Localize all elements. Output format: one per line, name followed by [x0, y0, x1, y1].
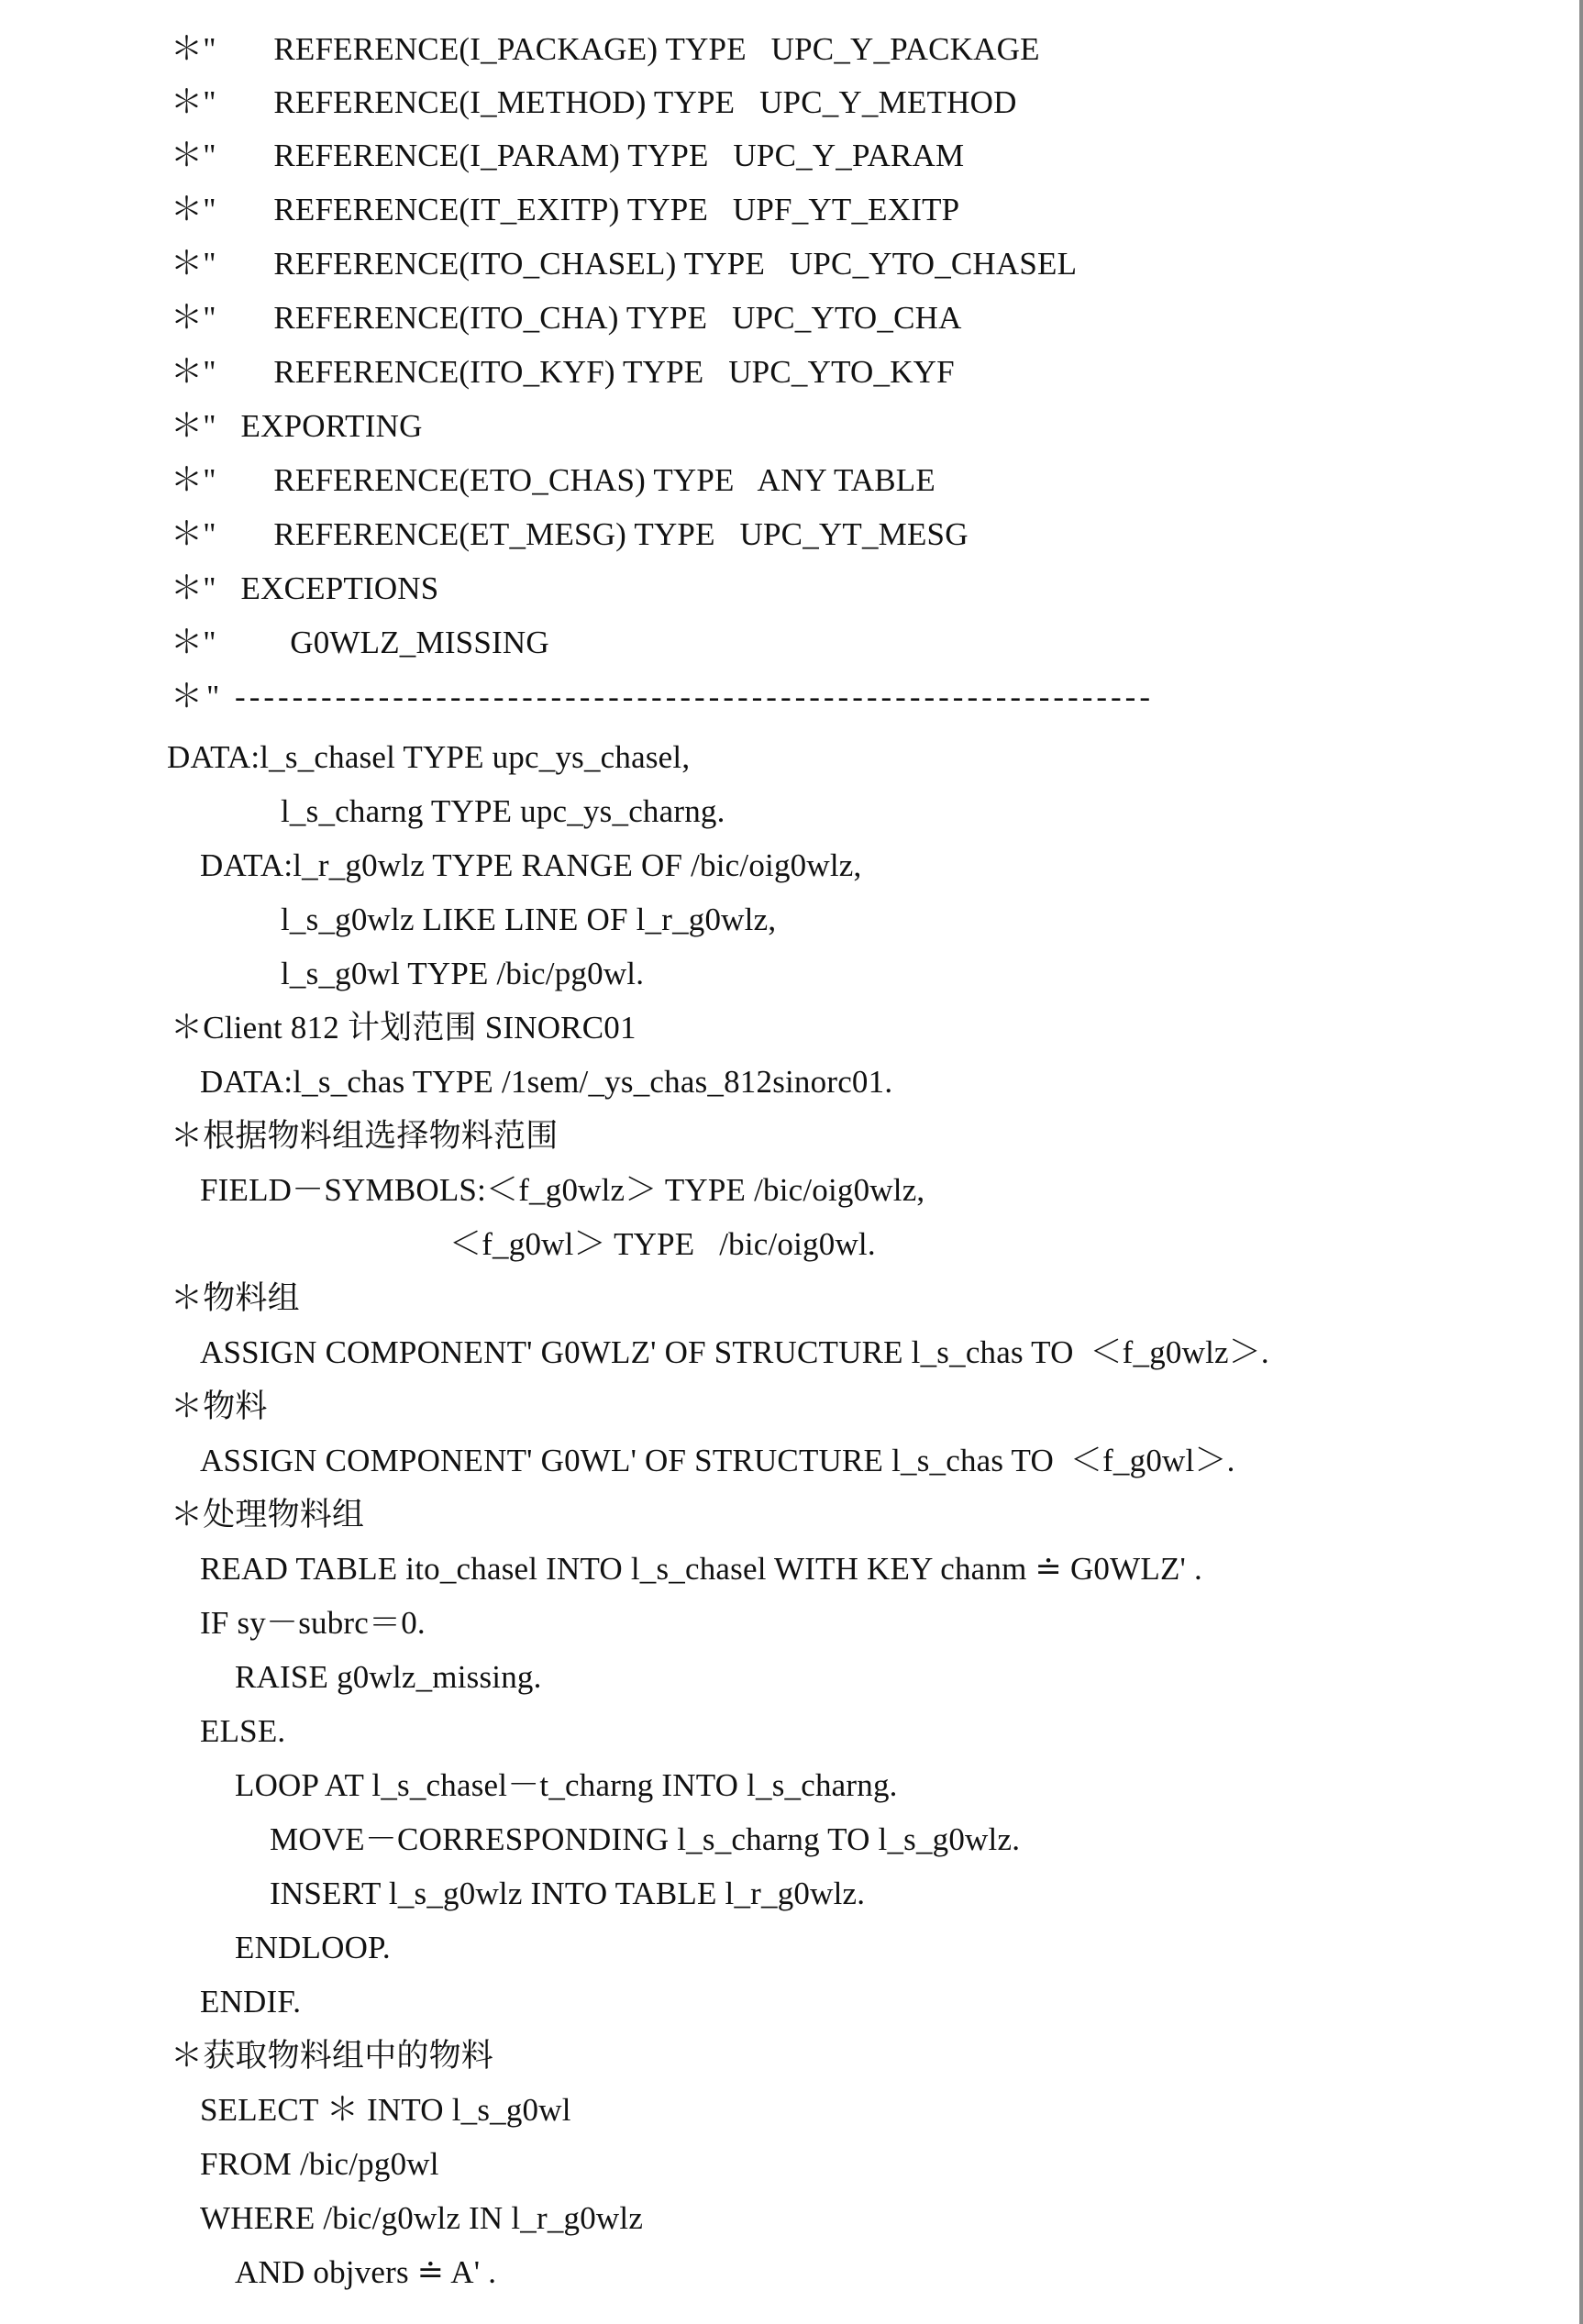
- code-line: ＊" REFERENCE(ITO_KYF) TYPE UPC_YTO_KYF: [171, 354, 955, 390]
- code-line: ＊" REFERENCE(I_METHOD) TYPE UPC_Y_METHOD: [171, 84, 1017, 120]
- code-line: ＊根据物料组选择物料范围: [171, 1118, 559, 1154]
- code-line: SELECT ＊ INTO l_s_g0wl: [200, 2092, 571, 2128]
- code-line: LOOP AT l_s_chasel－t_charng INTO l_s_charng.: [235, 1767, 898, 1803]
- code-line: ＊Client 812 计划范围 SINORC01: [171, 1010, 637, 1046]
- code-line: ＊" REFERENCE(ETO_CHAS) TYPE ANY TABLE: [171, 462, 935, 498]
- code-line: ＊" REFERENCE(ET_MESG) TYPE UPC_YT_MESG: [171, 516, 969, 552]
- code-line: ELSE.: [200, 1713, 286, 1749]
- code-line: l_s_g0wl TYPE /bic/pg0wl.: [281, 956, 645, 991]
- code-line: ＊" ----------------------------------------------------------------: [171, 679, 1154, 714]
- code-line: READ TABLE ito_chasel INTO l_s_chasel WITH KEY chanm ≐ G0WLZ' .: [200, 1551, 1202, 1587]
- code-line: ENDLOOP.: [235, 1930, 391, 1965]
- code-line: DATA:l_r_g0wlz TYPE RANGE OF /bic/oig0wlz,: [200, 847, 862, 883]
- code-line: ASSIGN COMPONENT' G0WL' OF STRUCTURE l_s_chas TO ＜f_g0wl＞.: [200, 1443, 1235, 1478]
- code-line: WHERE /bic/g0wlz IN l_r_g0wlz: [200, 2200, 644, 2236]
- code-line: ＊" REFERENCE(I_PACKAGE) TYPE UPC_Y_PACKAGE: [171, 31, 1040, 67]
- code-line: FROM /bic/pg0wl: [200, 2146, 439, 2182]
- code-line: l_s_g0wlz LIKE LINE OF l_r_g0wlz,: [281, 902, 777, 937]
- code-line: DATA:l_s_chas TYPE /1sem/_ys_chas_812sinorc01.: [200, 1064, 893, 1100]
- code-line: ＊" REFERENCE(ITO_CHA) TYPE UPC_YTO_CHA: [171, 300, 962, 336]
- code-line: ENDIF.: [200, 1984, 302, 2020]
- code-line: DATA:l_s_chasel TYPE upc_ys_chasel,: [167, 739, 691, 775]
- code-line: ＊" REFERENCE(I_PARAM) TYPE UPC_Y_PARAM: [171, 138, 965, 173]
- code-line: MOVE－CORRESPONDING l_s_charng TO l_s_g0wlz.: [270, 1821, 1021, 1857]
- code-line: IF sy－subrc＝0.: [200, 1605, 426, 1641]
- code-line: l_s_charng TYPE upc_ys_charng.: [281, 793, 725, 829]
- code-line: ＜f_g0wl＞ TYPE /bic/oig0wl.: [449, 1226, 876, 1262]
- code-line: INSERT l_s_g0wlz INTO TABLE l_r_g0wlz.: [270, 1876, 866, 1911]
- code-line: RAISE g0wlz_missing.: [235, 1659, 542, 1695]
- code-line: ＊物料: [171, 1389, 268, 1424]
- code-line: FIELD－SYMBOLS:＜f_g0wlz＞ TYPE /bic/oig0wlz,: [200, 1172, 925, 1208]
- code-line: ＊物料组: [171, 1280, 300, 1316]
- code-line: AND objvers ≐ A' .: [235, 2254, 497, 2290]
- code-line: ＊" EXCEPTIONS: [171, 570, 439, 606]
- code-line: ＊" G0WLZ_MISSING: [171, 625, 549, 660]
- code-line: ＊" REFERENCE(ITO_CHASEL) TYPE UPC_YTO_CHASEL: [171, 246, 1078, 282]
- code-line: ＊处理物料组: [171, 1497, 365, 1533]
- code-line: ＊" REFERENCE(IT_EXITP) TYPE UPF_YT_EXITP: [171, 192, 960, 227]
- code-line: ASSIGN COMPONENT' G0WLZ' OF STRUCTURE l_s_chas TO ＜f_g0wlz＞.: [200, 1334, 1269, 1370]
- code-line: ＊" EXPORTING: [171, 408, 423, 444]
- code-line: ＊获取物料组中的物料: [171, 2038, 494, 2074]
